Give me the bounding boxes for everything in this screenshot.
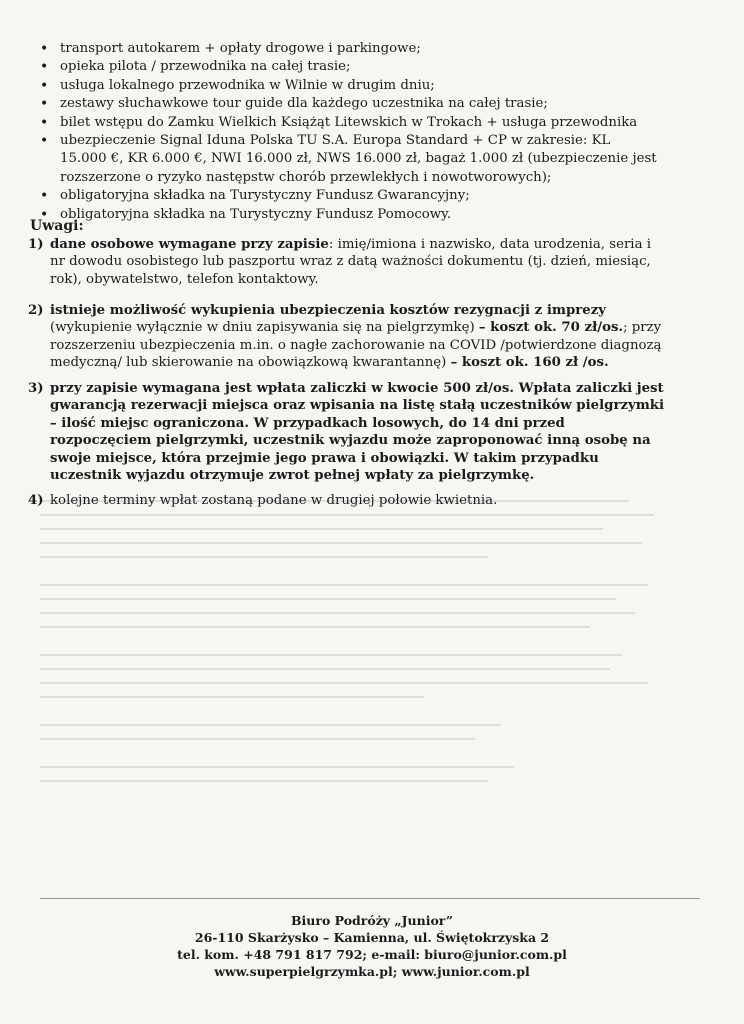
note-bold-text: przy zapisie wymagana jest wpłata zaliczki w kwocie 500 zł/os. Wpłata zaliczki jest gwarancją rezerwacji miejsca oraz wpisania na listę stałą uczestników pielgrzymki – ilość miejsc ograniczona. W przypadkach losowych, do 14 dni przed rozpoczęciem pielgrzymki, uczestnik wyjazdu może zaproponować inną osobę na swoje miejsce, która przejmie jego prawa i obowiązki. W takim przypadku uczestnik wyjazdu otrzymuje zwrot pełnej wpłaty za pielgrzymkę. (50, 381, 665, 484)
note-text: ; przy rozszerzeniu ubezpieczenia m.in. o nagłe zachorowanie na COVID /potwierdzone diagnozą medyczną/ lub skierowanie na obowiązkową kwarantannę) (50, 320, 662, 371)
note-4 (28, 492, 668, 509)
list-item: • transport autokarem + opłaty drogowe i parkingowe; (38, 40, 658, 58)
company-contact: tel. kom. +48 791 817 792; e-mail: biuro@junior.com.pl (177, 947, 567, 962)
list-item: • ubezpieczenie Signal Iduna Polska TU S.A. Europa Standard + CP w zakresie: KL 15.000 €, KR 6.000 €, NWI 16.000 zł, NWS 16.000 zł, bagaż 1.000 zł (ubezpieczenie jest rozszerzone o ryzyko następstw chorób przewlekłych i nowotworowych); (38, 132, 658, 187)
note-text: kolejne terminy wpłat zostaną podane w drugiej połowie kwietnia. (50, 493, 498, 508)
note-bold-text: istnieje możliwość wykupienia ubezpieczenia kosztów rezygnacji z imprezy (50, 303, 607, 318)
cost-basic: – koszt ok. 70 zł/os. (478, 320, 624, 336)
note-2 (28, 302, 668, 372)
bleed-through-text (40, 500, 680, 864)
included-services-list (38, 40, 658, 224)
company-name: Biuro Podróży „Junior” (290, 913, 454, 928)
note-1 (28, 236, 668, 288)
note-number: 2) (28, 303, 44, 318)
list-item: • obligatoryjna składka na Turystyczny Fundusz Gwarancyjny; (38, 187, 658, 205)
note-number: 1) (28, 237, 44, 252)
footer (0, 912, 744, 980)
company-address: 26-110 Skarżysko – Kamienna, ul. Świętokrzyska 2 (194, 930, 550, 945)
note-3 (28, 380, 668, 484)
note-number: 3) (28, 381, 44, 396)
list-item: • bilet wstępu do Zamku Wielkich Książąt Litewskich w Trokach + usługa przewodnika (38, 114, 658, 132)
note-text: : imię/imiona i nazwisko, data urodzenia, seria i nr dowodu osobistego lub paszportu wraz z datą ważności dokumentu (tj. dzień, miesiąc, rok), obywatelstwo, telefon kontaktowy. (50, 237, 651, 287)
note-text: (wykupienie wyłącznie w dniu zapisywania się na pielgrzymkę) (50, 320, 479, 336)
list-item: • zestawy słuchawkowe tour guide dla każdego uczestnika na całej trasie; (38, 95, 658, 113)
company-websites: www.superpielgrzymka.pl; www.junior.com.pl (214, 964, 530, 979)
list-item: • usługa lokalnego przewodnika w Wilnie w drugim dniu; (38, 77, 658, 95)
note-bold-text: dane osobowe wymagane przy zapisie (50, 237, 329, 252)
notes-heading: Uwagi: (30, 218, 84, 234)
cost-extended: – koszt ok. 160 zł /os. (450, 355, 609, 371)
footer-divider (40, 898, 700, 899)
list-item: • obligatoryjna składka na Turystyczny Fundusz Pomocowy. (38, 206, 658, 224)
list-item: • opieka pilota / przewodnika na całej trasie; (38, 58, 658, 76)
note-number: 4) (28, 493, 44, 508)
